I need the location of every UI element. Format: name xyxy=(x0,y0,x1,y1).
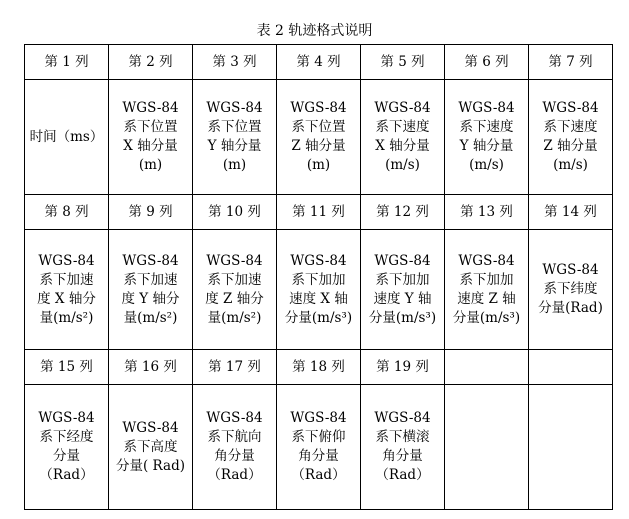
cell-text-line: WGS-84 xyxy=(206,100,263,116)
cell-text-line: 分量 xyxy=(53,448,80,464)
header-cell: 第 16 列 xyxy=(109,350,193,385)
header-cell xyxy=(529,350,613,385)
cell-text-line: 度 Z 轴分 xyxy=(205,290,264,307)
cell-text-line: 系下速度 xyxy=(459,119,514,135)
header-cell: 第 12 列 xyxy=(361,195,445,230)
header-cell: 第 14 列 xyxy=(529,195,613,230)
header-cell: 第 18 列 xyxy=(277,350,361,385)
content-cell xyxy=(277,385,361,510)
cell-text-line: 分量(m/s³) xyxy=(284,309,353,326)
cell-text-line: WGS-84 xyxy=(122,252,179,269)
cell-text-line: WGS-84 xyxy=(122,419,179,436)
cell-text-line: 系下加加 xyxy=(291,271,346,288)
cell-text-line: 系下位置 xyxy=(207,119,262,135)
content-cell xyxy=(193,385,277,510)
cell-text-line: WGS-84 xyxy=(38,252,95,269)
cell-text-line: （Rad） xyxy=(291,467,346,483)
cell-text-line: 角分量 xyxy=(298,448,339,464)
cell-text-line: 系下横滚 xyxy=(375,429,430,445)
cell-text-line: (m) xyxy=(222,157,247,173)
cell-text-line: （Rad） xyxy=(375,467,430,483)
cell-text-line: 系下位置 xyxy=(123,119,178,135)
header-cell: 第 7 列 xyxy=(529,45,613,80)
cell-text-line: WGS-84 xyxy=(542,262,599,278)
cell-text-line: 分量(Rad) xyxy=(538,300,603,316)
cell-text-line: Y 轴分量 xyxy=(207,138,262,154)
cell-text-line: 系下位置 xyxy=(291,119,346,135)
table-caption: 表 2 轨迹格式说明 xyxy=(256,23,373,39)
cell-text-line: 系下加速 xyxy=(123,271,178,288)
cell-text-line: Z 轴分量 xyxy=(291,138,346,154)
cell-text-line: WGS-84 xyxy=(374,100,431,116)
header-cell: 第 9 列 xyxy=(109,195,193,230)
cell-text-line: 分量( Rad) xyxy=(116,457,185,474)
cell-text-line: 分量(m/s³) xyxy=(452,309,521,326)
content-cell xyxy=(25,80,109,195)
table-content-row xyxy=(25,385,613,510)
cell-text-line: (m) xyxy=(306,157,331,173)
content-cell xyxy=(109,230,193,350)
cell-text-line: X 轴分量 xyxy=(375,138,430,154)
header-cell: 第 3 列 xyxy=(193,45,277,80)
cell-text-line: WGS-84 xyxy=(458,252,515,269)
cell-text-line: 系下经度 xyxy=(39,429,94,445)
table-header-row xyxy=(25,195,613,230)
cell-text-line: WGS-84 xyxy=(122,100,179,116)
cell-text-line: 速度 Y 轴 xyxy=(373,290,432,307)
trajectory-format-table xyxy=(24,44,613,510)
cell-text-line: 量(m/s²) xyxy=(123,309,178,326)
header-cell: 第 10 列 xyxy=(193,195,277,230)
cell-text-line: 系下速度 xyxy=(543,119,598,135)
cell-text-line: WGS-84 xyxy=(542,100,599,116)
table-header-row xyxy=(25,45,613,80)
cell-text-line: (m/s) xyxy=(385,157,420,173)
header-cell: 第 8 列 xyxy=(25,195,109,230)
header-cell xyxy=(445,350,529,385)
content-cell xyxy=(277,80,361,195)
content-cell xyxy=(25,230,109,350)
content-cell xyxy=(193,230,277,350)
content-cell xyxy=(361,385,445,510)
cell-text-line: 速度 Z 轴 xyxy=(457,290,516,307)
cell-text-line: Z 轴分量 xyxy=(543,138,598,154)
cell-text-line: 系下高度 xyxy=(123,438,178,455)
cell-text-line: WGS-84 xyxy=(374,252,431,269)
cell-text-line: WGS-84 xyxy=(206,410,263,426)
cell-text-line: 度 Y 轴分 xyxy=(121,290,180,307)
content-cell xyxy=(445,385,529,510)
cell-text-line: 速度 X 轴 xyxy=(289,290,348,307)
cell-text-line: 系下纬度 xyxy=(543,281,598,297)
content-cell xyxy=(529,385,613,510)
cell-text-line: 分量(m/s³) xyxy=(368,309,437,326)
cell-text-line: 量(m/s²) xyxy=(39,309,94,326)
cell-text-line: WGS-84 xyxy=(38,410,95,426)
cell-text-line: 时间（ms） xyxy=(29,128,104,145)
cell-text-line: 系下加速 xyxy=(39,271,94,288)
content-cell xyxy=(361,230,445,350)
content-cell xyxy=(445,230,529,350)
header-cell: 第 11 列 xyxy=(277,195,361,230)
header-cell: 第 5 列 xyxy=(361,45,445,80)
header-cell: 第 4 列 xyxy=(277,45,361,80)
cell-text-line: 度 X 轴分 xyxy=(37,290,96,307)
cell-text-line: 系下加速 xyxy=(207,271,262,288)
cell-text-line: 角分量 xyxy=(214,448,255,464)
table-header-row xyxy=(25,350,613,385)
cell-text-line: WGS-84 xyxy=(206,252,263,269)
cell-text-line: 系下加加 xyxy=(375,271,430,288)
content-cell xyxy=(277,230,361,350)
cell-text-line: 角分量 xyxy=(382,448,423,464)
header-cell: 第 6 列 xyxy=(445,45,529,80)
cell-text-line: （Rad） xyxy=(39,467,94,483)
cell-text-line: 系下航向 xyxy=(207,429,262,445)
cell-text-line: WGS-84 xyxy=(290,100,347,116)
cell-text-line: WGS-84 xyxy=(290,410,347,426)
cell-text-line: WGS-84 xyxy=(374,410,431,426)
content-cell xyxy=(25,385,109,510)
cell-text-line: X 轴分量 xyxy=(123,138,178,154)
table-content-row xyxy=(25,230,613,350)
content-cell xyxy=(109,80,193,195)
table-content-row xyxy=(25,80,613,195)
content-cell xyxy=(109,385,193,510)
cell-text-line: 系下速度 xyxy=(375,119,430,135)
cell-text-line: （Rad） xyxy=(207,467,262,483)
header-cell: 第 13 列 xyxy=(445,195,529,230)
cell-text-line: 量(m/s²) xyxy=(207,309,262,326)
content-cell xyxy=(529,80,613,195)
cell-text-line: WGS-84 xyxy=(458,100,515,116)
content-cell xyxy=(445,80,529,195)
header-cell: 第 19 列 xyxy=(361,350,445,385)
cell-text-line: (m/s) xyxy=(469,157,504,173)
content-cell xyxy=(361,80,445,195)
header-cell: 第 1 列 xyxy=(25,45,109,80)
header-cell: 第 15 列 xyxy=(25,350,109,385)
content-cell xyxy=(193,80,277,195)
cell-text-line: Y 轴分量 xyxy=(459,138,514,154)
cell-text-line: 系下俯仰 xyxy=(291,429,346,445)
cell-text-line: WGS-84 xyxy=(290,252,347,269)
cell-text-line: (m) xyxy=(138,157,163,173)
cell-text-line: (m/s) xyxy=(553,157,588,173)
header-cell: 第 2 列 xyxy=(109,45,193,80)
content-cell xyxy=(529,230,613,350)
cell-text-line: 系下加加 xyxy=(459,271,514,288)
header-cell: 第 17 列 xyxy=(193,350,277,385)
